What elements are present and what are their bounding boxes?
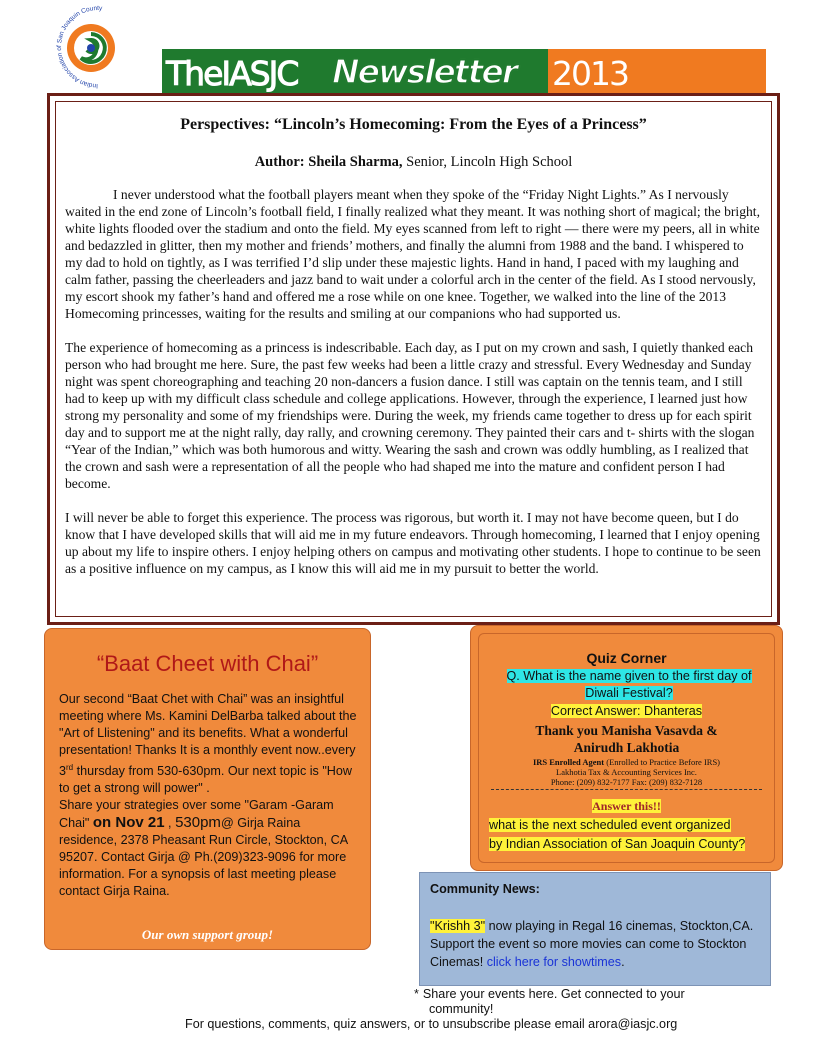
chai-time: 530pm bbox=[175, 814, 221, 832]
next-question bbox=[489, 816, 776, 854]
irs-title: IRS Enrolled Agent bbox=[532, 757, 605, 767]
article-paragraph-1: I never understood what the football players meant when they spoke of the “Friday Night Lights.” As I nervously waited in the end zone of Lincoln’s football field, I finally realized what they meant. It was nothing short of magical; the bright, white lights flooded over the stadium and onto the field. My eyes scanned from left to right — there were my peers, all in white and bedazzled in glitter, then my mother and friends’ mothers, and finally the alumni from 1988 and the band. I whispered to my dad to hold on tightly, as I was terrified I’d slip under these majestic lights. Hand in hand, I paced with my laughing and calm father, passing the cheerleaders and jazz band to wait under a colorful arch in the center of the field. As I stood nervously, my escort shook my father’s hand and offered me a rose while on one knee. Together, we walked into the line of the 2013 Homecoming princesses, waiting for the results and smiling at our companions who had supported us. bbox=[65, 187, 760, 321]
logo-emblem-icon bbox=[55, 4, 141, 90]
issue-date: 2013 bbox=[552, 54, 628, 93]
title-org: TheIASJC bbox=[166, 54, 298, 93]
community-news-box bbox=[419, 872, 771, 986]
chai-event-box bbox=[44, 628, 371, 950]
article-author bbox=[50, 154, 777, 171]
date-banner bbox=[548, 49, 766, 93]
author-detail: Senior, Lincoln High School bbox=[402, 154, 573, 170]
next-question-line-1: what is the next scheduled event organized bbox=[489, 818, 731, 832]
quiz-corner-box bbox=[470, 625, 783, 871]
quiz-answer-text: Correct Answer: Dhanteras bbox=[550, 704, 703, 718]
answer-this-label bbox=[471, 799, 782, 814]
article-paragraph-3: I will never be able to forget this experience. The process was rigorous, but worth it. I may not have become queen, but I do know that I have developed skills that will aid me in my future endeavors. Through homecoming, I learned that I enjoy opening up about my life to inspire others. I enjoy helping others on campus and motivating other students. I hope to continue to be seen as a positive influence on my campus, as I know this will aid me in my pursuit to better the world. bbox=[65, 510, 761, 576]
showtimes-link[interactable]: click here for showtimes bbox=[486, 955, 622, 969]
quiz-question-text: Q. What is the name given to the first day of Diwali Festival? bbox=[506, 669, 752, 700]
share-line-1: Share your events here. Get connected to your bbox=[422, 987, 685, 1001]
chai-p2a: Share your strategies over some "Garam -Garam Chai" bbox=[59, 798, 334, 831]
chai-p2c: @ Girja Raina residence, 2378 Pheasant Run Circle, Stockton, CA 95207. Contact Girja @ Ph.(209)323-9096 for more information. For a synopsis of last meeting please contact Girja Raina. bbox=[59, 816, 348, 899]
thanks-line-2: Anirudh Lakhotia bbox=[573, 740, 680, 755]
title-newsletter: Newsletter bbox=[332, 52, 517, 91]
newsletter-title-banner bbox=[162, 49, 548, 93]
community-body bbox=[430, 917, 760, 971]
chai-p1-tail: thursday from 530-630pm. Our next topic is "How to get a strong will power" . bbox=[59, 764, 352, 796]
author-name: Author: Sheila Sharma, bbox=[254, 154, 403, 170]
article-paragraph-2: The experience of homecoming as a princess is indescribable. Each day, as I put on my crown and sash, I quietly thanked each person who had brought me here. Sure, the past few weeks had been a little crazy and stressful. Every Wednesday and Sunday night was spent choreographing and teaching 20 non-dancers a fusion dance. I still was captain on the tennis team, and I still had to keep up with my difficult class schedule and college applications. However, through the experience, I learned just how strong my personality and some of my friendships were. During the week, my friends came together to dress up for each spirit day and to support me at the night rally, day rally, and crowning ceremony. They painted their cars and t- shirts with the slogan “Year of the Indian,” which was both humorous and witty. Wearing the sash and crown was oddly humbling, as I realized that the crown and sash were a representation of all the people who had shaped me into the mature and confident person I had become. bbox=[65, 340, 755, 491]
movie-title: "Krishh 3" bbox=[430, 919, 486, 933]
article-title: Perspectives: “Lincoln’s Homecoming: From the Eyes of a Princess” bbox=[180, 116, 647, 133]
article-body bbox=[65, 186, 763, 594]
quiz-title: Quiz Corner bbox=[586, 650, 667, 666]
logo-arc-text: Indian Association of San Joaquin County bbox=[55, 4, 103, 90]
thanks-line-1: Thank you Manisha Vasavda & bbox=[535, 723, 718, 738]
community-text-end: . bbox=[621, 955, 625, 969]
chai-title: “Baat Cheet with Chai” bbox=[96, 651, 319, 676]
quiz-thanks bbox=[471, 722, 782, 756]
irs-note: (Enrolled to Practice Before IRS) bbox=[604, 757, 721, 767]
share-line-2: community! bbox=[429, 1002, 494, 1016]
sponsor-info bbox=[471, 757, 782, 787]
sponsor-phone: Phone: (209) 832-7177 Fax: (209) 832-7128 bbox=[550, 777, 703, 787]
share-note bbox=[414, 987, 734, 1017]
iasjc-logo bbox=[55, 4, 141, 90]
next-question-line-2: by Indian Association of San Joaquin County? bbox=[489, 837, 746, 851]
community-text: now playing in Regal 16 cinemas, Stockton,CA. Support the event so more movies can come to Stockton Cinemas! bbox=[430, 919, 754, 969]
article-frame bbox=[47, 93, 780, 625]
share-star: * bbox=[414, 987, 419, 1001]
chai-tagline: Our own support group! bbox=[141, 927, 274, 942]
chai-p2b: , bbox=[164, 816, 176, 831]
sponsor-company: Lakhotia Tax & Accounting Services Inc. bbox=[556, 767, 697, 777]
answer-this-text: Answer this!! bbox=[592, 799, 661, 813]
community-title: Community News: bbox=[430, 882, 540, 896]
quiz-answer bbox=[471, 704, 782, 718]
chai-p1: Our second “Baat Chet with Chai” was an insightful meeting where Ms. Kamini DelBarba talked about the "Art of Llistening" and its benefits. What a wonderful presentation! Thanks It is a monthly event now..every 3 bbox=[59, 692, 357, 779]
footer-contact: For questions, comments, quiz answers, or to unsubscribe please email arora@iasjc.org bbox=[185, 1017, 678, 1031]
chai-p1-sup: rd bbox=[66, 763, 74, 772]
quiz-divider bbox=[491, 789, 762, 790]
chai-body bbox=[59, 691, 360, 900]
chai-date: on Nov 21 bbox=[92, 814, 165, 832]
quiz-question bbox=[493, 668, 765, 702]
